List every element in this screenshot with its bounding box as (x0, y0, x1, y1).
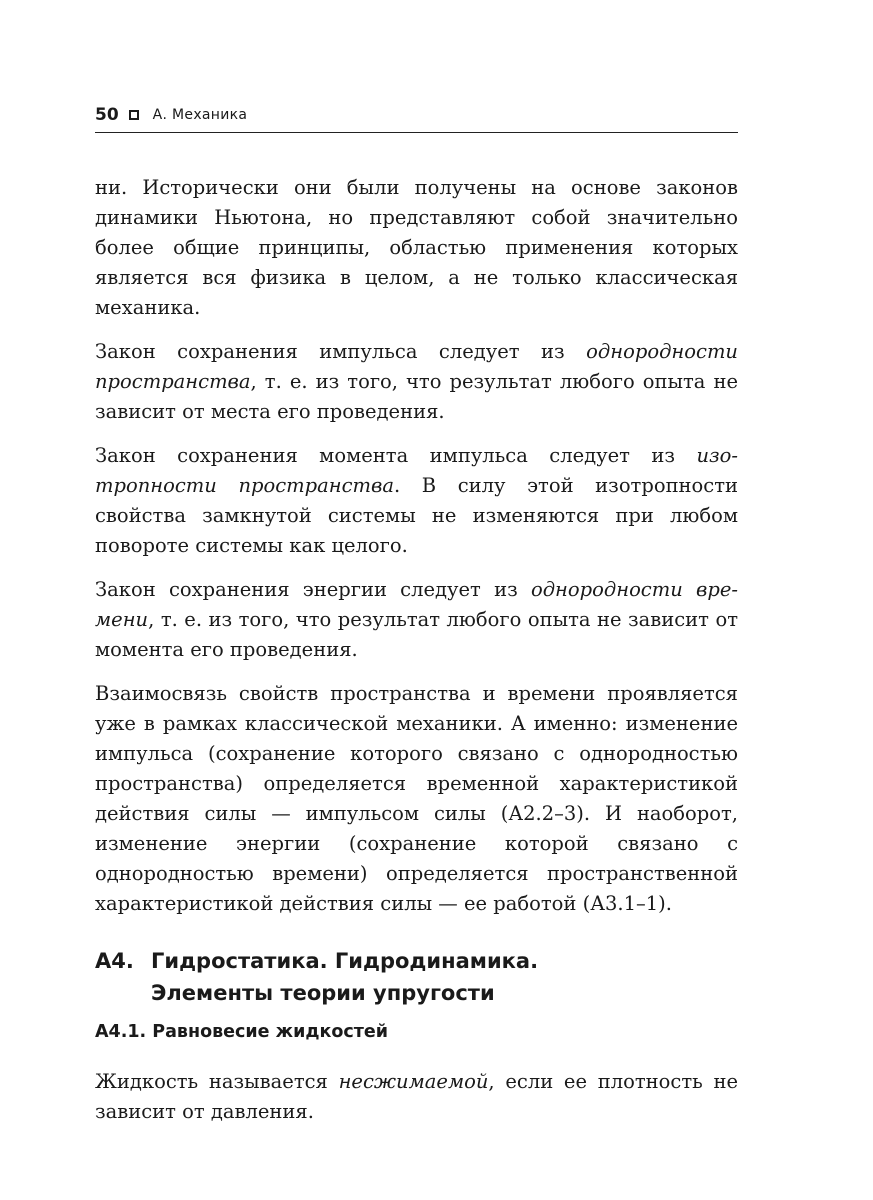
paragraph-4-text-a: Закон сохранения энергии следует из (95, 578, 531, 601)
paragraph-4 (95, 575, 738, 665)
chapter-heading (95, 945, 738, 1009)
running-head-section: А. Механика (152, 107, 248, 123)
paragraph-6-text-a: Жидкость называется (95, 1070, 339, 1093)
paragraph-2 (95, 337, 738, 427)
paragraph-2-emphasis: однородности пространства (95, 340, 738, 393)
square-bullet-icon (129, 110, 139, 120)
paragraph-3-emphasis: изотропности пространства (95, 444, 738, 497)
paragraph-3-text-b: . В силу этой изотропности свойства замкнутой системы не изменяются при любом повороте системы как целого. (95, 474, 739, 557)
chapter-title-line-2: Элементы теории упругости (151, 981, 495, 1005)
chapter-title (151, 945, 538, 1009)
paragraph-6-emphasis: несжимаемой (338, 1070, 489, 1093)
paragraph-2-text-b: , т. е. из того, что результат любого опыта не зависит от места его проведения. (95, 370, 738, 423)
subsection-heading: А4.1. Равновесие жидкостей (95, 1022, 389, 1042)
book-page (95, 100, 738, 1141)
paragraph-3-text-a: Закон сохранения момента импульса следует из (95, 444, 697, 467)
paragraph-1: ни. Исторически они были получены на основе законов динамики Ньютона, но представляют собой значительно более общие принципы, областью применения которых является вся физика в целом, а не только классическая механика. (95, 176, 738, 319)
chapter-number: А4. (95, 949, 134, 973)
paragraph-6-text-b: , если ее плотность не зависит от давления. (95, 1070, 738, 1123)
page-body (95, 173, 738, 1127)
running-head (95, 100, 738, 133)
paragraph-2-text-a: Закон сохранения импульса следует из (95, 340, 587, 363)
paragraph-4-text-b: , т. е. из того, что результат любого опыта не зависит от момента его проведения. (95, 608, 738, 661)
paragraph-6 (95, 1067, 738, 1127)
paragraph-5: Взаимосвязь свойств пространства и времени проявляется уже в рамках классической механики. А именно: изменение импульса (сохранение которого связано с однородностью пространства) определяется временной характеристикой действия силы — импульсом силы (А2.2–3). И наоборот, изменение энергии (сохранение которой связано с однородностью времени) определяется пространственной характеристикой действия силы — ее работой (А3.1–1). (95, 682, 738, 915)
page-number: 50 (95, 105, 119, 125)
paragraph-4-emphasis: однородности времени (95, 578, 738, 631)
chapter-title-line-1: Гидростатика. Гидродинамика. (151, 949, 539, 973)
paragraph-3 (95, 441, 738, 561)
